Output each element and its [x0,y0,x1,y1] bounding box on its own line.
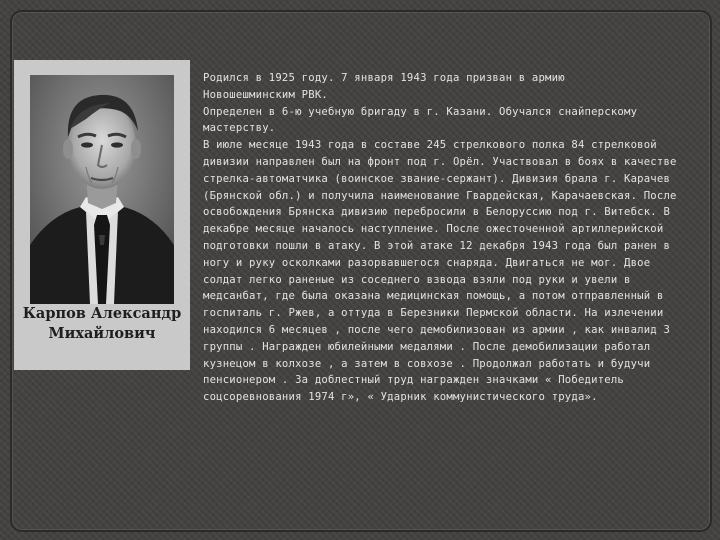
person-name [14,304,190,344]
biography-line: ногу и руку осколками разорвавшегося снаряда. Двигаться не мог. Двое [203,256,651,269]
biography-line: мастерству. [203,122,276,135]
biography-line: В июле месяце 1943 года в составе 245 стрелкового полка 84 стрелковой [203,139,657,152]
biography-line: кузнецом в колхозе , а затем в совхозе . Продолжал работать и будучи [203,357,651,370]
person-name-line2: Михайлович [48,325,156,342]
person-name-line1: Карпов Александр [22,305,182,322]
portrait-panel [14,60,190,370]
portrait-photo [30,75,174,304]
biography-line: освобождения Брянска дивизию перебросили в Белоруссию под г. Витебск. В [203,206,671,219]
biography-line: находился 6 месяцев , после чего демобилизован из армии , как инвалид 3 [203,323,671,336]
biography-line: соцсоревнования 1974 г», « Ударник коммунистического труда». [203,391,598,404]
biography-line: дивизии направлен был на фронт под г. Орёл. Участвовал в боях в качестве [203,155,677,168]
biography-line: стрелка-автоматчика (воинское звание-сержант). Дивизия брала г. Карачев [203,172,671,185]
biography-line: медсанбат, где была оказана медицинская помощь, а потом отправленный в [203,290,664,303]
biography-line: госпиталь г. Ржев, а оттуда в Березники Пермской области. На излечении [203,307,664,320]
biography-line: (Брянской обл.) и получила наименование Гвардейская, Карачаевская. После [203,189,677,202]
biography-text [203,70,698,406]
biography-line: подготовки пошли в атаку. В этой атаке 12 декабря 1943 года был ранен в [203,239,671,252]
biography-line: Родился в 1925 году. 7 января 1943 года призван в армию [203,72,565,84]
biography-line: декабре месяце началось наступление. После ожесточенной артиллерийской [203,223,664,236]
biography-line: пенсионером . За доблестный труд награжден значками « Победитель [203,374,624,387]
biography-line: Новошешминским РВК. [203,88,328,101]
biography-line: Определен в 6-ю учебную бригаду в г. Казани. Обучался снайперскому [203,105,638,118]
biography-line: группы . Награжден юбилейными медалями . После демобилизации работал [203,340,651,353]
biography-line: солдат легко раненые из соседнего взвода взяли под руки и увели в [203,273,631,286]
